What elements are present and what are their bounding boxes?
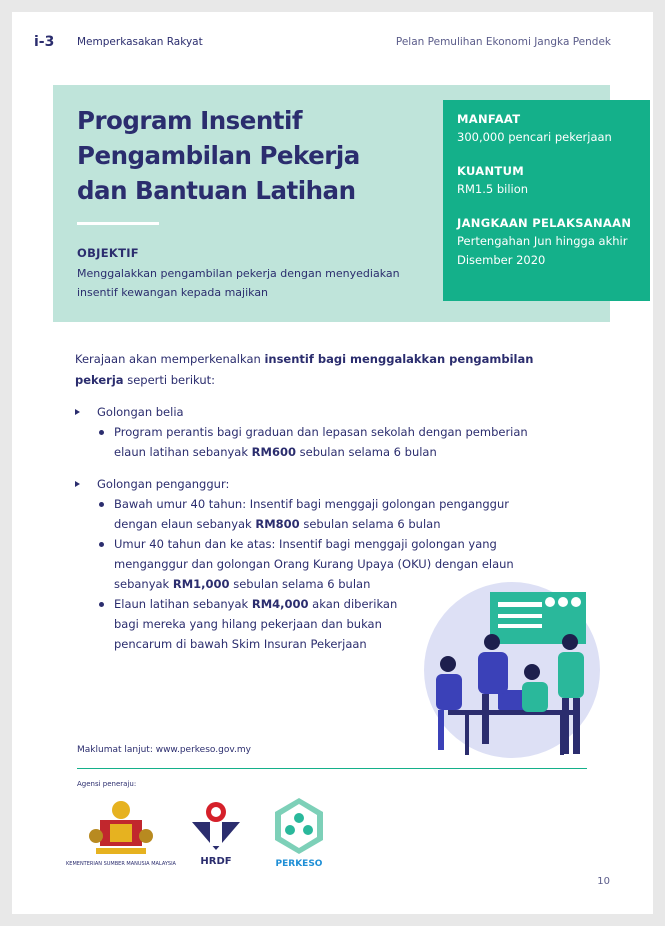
group-youth bbox=[75, 402, 555, 462]
quantum-block bbox=[457, 164, 636, 199]
timeline-value: Pertengahan Jun hingga akhir Disember 2020 bbox=[457, 234, 628, 267]
document-title: Pelan Pemulihan Ekonomi Jangka Pendek bbox=[395, 36, 611, 48]
item-text: Bawah umur 40 tahun: Insentif bagi menggaji golongan penganggur dengan elaun sebanyak bbox=[114, 497, 509, 531]
bullet-icon bbox=[99, 430, 104, 435]
group-title: Golongan penganggur: bbox=[97, 477, 230, 491]
bullet-icon bbox=[99, 502, 104, 507]
item-amount: RM600 bbox=[251, 445, 296, 459]
page-number: 10 bbox=[597, 876, 610, 887]
kementerian-logo bbox=[66, 796, 176, 876]
item-text: Umur 40 tahun dan ke atas: Insentif bagi menggaji golongan yang menganggur dan golongan Orang Kurang Upaya (OKU) dengan elaun sebanyak bbox=[114, 537, 514, 591]
title-divider bbox=[77, 222, 159, 225]
intro-tail: seperti berikut: bbox=[123, 373, 216, 387]
hrdf-text: HRDF bbox=[200, 856, 232, 867]
benefit-label: MANFAAT bbox=[457, 112, 521, 126]
chapter-code: i-3 bbox=[34, 34, 55, 50]
item-text: Program perantis bagi graduan dan lepasan sekolah dengan pemberian elaun latihan sebanyak bbox=[114, 425, 528, 459]
bullet-icon bbox=[99, 602, 104, 607]
footer-divider bbox=[77, 768, 587, 769]
item-text: Elaun latihan sebanyak bbox=[114, 597, 252, 611]
triangle-bullet-icon bbox=[75, 481, 80, 487]
list-item bbox=[75, 594, 405, 654]
team-illustration bbox=[420, 572, 600, 762]
timeline-block bbox=[457, 216, 636, 270]
item-amount: RM800 bbox=[255, 517, 300, 531]
benefit-value: 300,000 pencari pekerjaan bbox=[457, 130, 612, 144]
group-title: Golongan belia bbox=[97, 405, 184, 419]
item-amount: RM1,000 bbox=[172, 577, 230, 591]
perkeso-logo bbox=[269, 796, 329, 870]
intro-paragraph bbox=[75, 349, 555, 391]
item-text-tail: sebulan selama 6 bulan bbox=[295, 445, 437, 459]
benefit-block bbox=[457, 112, 636, 147]
item-text-tail: sebulan selama 6 bulan bbox=[299, 517, 441, 531]
hrdf-logo bbox=[186, 800, 246, 870]
list-item bbox=[75, 422, 555, 462]
triangle-bullet-icon bbox=[75, 409, 80, 415]
timeline-label: JANGKAAN PELAKSANAAN bbox=[457, 216, 632, 230]
group-heading bbox=[75, 402, 555, 422]
bullet-icon bbox=[99, 542, 104, 547]
item-text-tail: sebulan selama 6 bulan bbox=[229, 577, 371, 591]
kementerian-text: KEMENTERIAN SUMBER MANUSIA MALAYSIA bbox=[66, 861, 176, 867]
intro-bold: insentif bagi menggalakkan pengambilan pekerja bbox=[75, 352, 534, 387]
more-info-link[interactable]: Maklumat lanjut: www.perkeso.gov.my bbox=[77, 745, 251, 755]
item-text-tail: akan diberikan bagi mereka yang hilang pekerjaan dan bukan pencarum di bawah Skim Insuran Pekerjaan bbox=[114, 597, 398, 651]
agencies-label: Agensi peneraju: bbox=[77, 780, 137, 788]
group-heading bbox=[75, 474, 555, 494]
program-title: Program Insentif Pengambilan Pekerja dan Bantuan Latihan bbox=[77, 106, 360, 205]
objective-label: OBJEKTIF bbox=[77, 246, 139, 260]
quantum-label: KUANTUM bbox=[457, 164, 524, 178]
perkeso-text: PERKESO bbox=[275, 859, 323, 869]
page bbox=[12, 12, 653, 914]
objective-text: Menggalakkan pengambilan pekerja dengan menyediakan insentif kewangan kepada majikan bbox=[77, 267, 400, 299]
section-title: Memperkasakan Rakyat bbox=[77, 36, 203, 48]
list-item bbox=[75, 494, 555, 534]
summary-box bbox=[443, 100, 650, 301]
intro-lead: Kerajaan akan memperkenalkan bbox=[75, 352, 265, 366]
item-amount: RM4,000 bbox=[251, 597, 309, 611]
quantum-value: RM1.5 bilion bbox=[457, 182, 529, 196]
